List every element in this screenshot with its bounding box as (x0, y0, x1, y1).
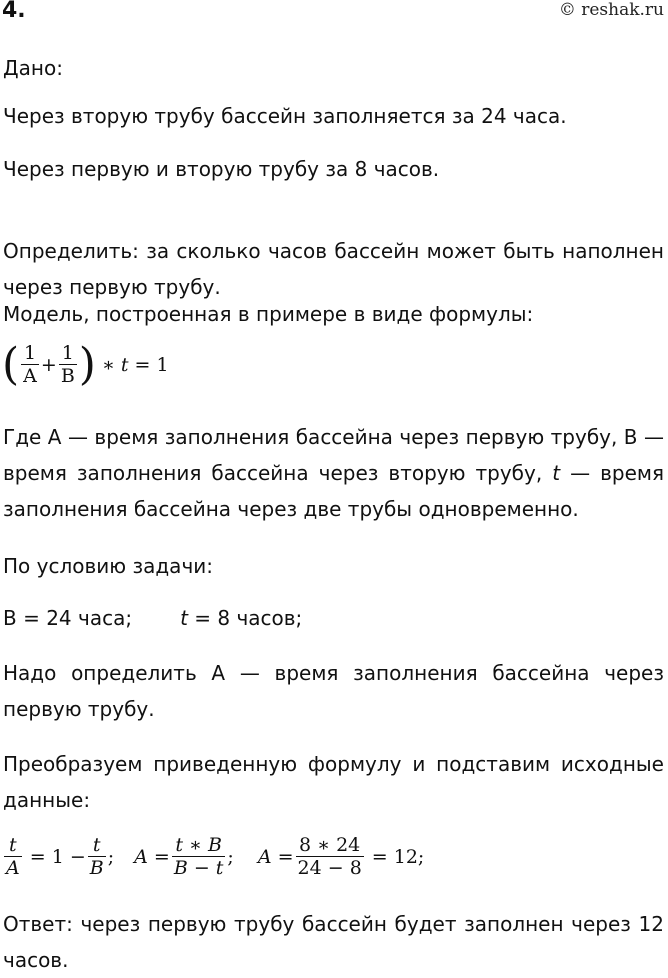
paren-close: ) (78, 338, 96, 390)
mult-sign: ∗ (101, 353, 115, 376)
condition-label: По условию задачи: (3, 554, 213, 578)
paren-open: ( (2, 338, 20, 390)
eq2-fraction: $\frac{t ∗ B}{B - t}$ (173, 834, 224, 879)
eq1-middle: = 1 − (29, 845, 86, 868)
task-text: Определить: за сколько часов бассейн может быть наполнен через первую трубу. (3, 239, 664, 299)
eq2-lhs: A = (134, 845, 170, 868)
transform-text: Преобразуем приведенную формулу и подставим исходные данные: (3, 752, 664, 812)
eq1-fraction-t-b: $\frac{t}{B}$ (89, 834, 104, 879)
var-t: t (120, 353, 129, 376)
eq3-fraction: $\frac{8 ∗ 24}{24 - 8}$ (297, 834, 362, 879)
definitions-text: Где А — время заполнения бассейна через первую трубу, В — время заполнения бассейна через вторую трубу, t — время заполнения бассейна через две трубы одновременно. (3, 425, 665, 521)
equals-one: = 1 (134, 353, 169, 376)
equation-row: $\frac{t}{A}$ = 1 − $\frac{t}{B}$ ; A = $\frac{t ∗ B}{B - t}$ ; A = $\frac{8 ∗ 24}{24 - 8}$ = 12; (6, 834, 425, 879)
condition-values: В = 24 часа; t = 8 часов; (3, 606, 303, 630)
given-label: Дано: (3, 56, 63, 80)
eq3-lhs: A = (257, 845, 294, 868)
answer-text: Ответ: через первую трубу бассейн будет заполнен через 12 часов. (3, 912, 664, 972)
watermark: © reshak.ru (558, 0, 664, 20)
model-formula (2, 338, 169, 390)
eq1-fraction-t-a: $\frac{t}{A}$ (6, 834, 20, 879)
eq3-result: = 12; (371, 845, 425, 868)
given-line-1: Через вторую трубу бассейн заполняется за 24 часа. (3, 104, 567, 128)
problem-number: 4. (2, 0, 26, 23)
fraction-1-b: $\frac{1}{B}$ (60, 342, 75, 387)
given-line-2: Через первую и вторую трубу за 8 часов. (3, 157, 440, 181)
model-label: Модель, построенная в примере в виде формулы: (3, 302, 534, 326)
fraction-1-a: $\frac{1}{A}$ (23, 342, 37, 387)
plus-sign: + (40, 353, 57, 376)
find-text: Надо определить А — время заполнения бассейна через первую трубу. (3, 661, 664, 721)
